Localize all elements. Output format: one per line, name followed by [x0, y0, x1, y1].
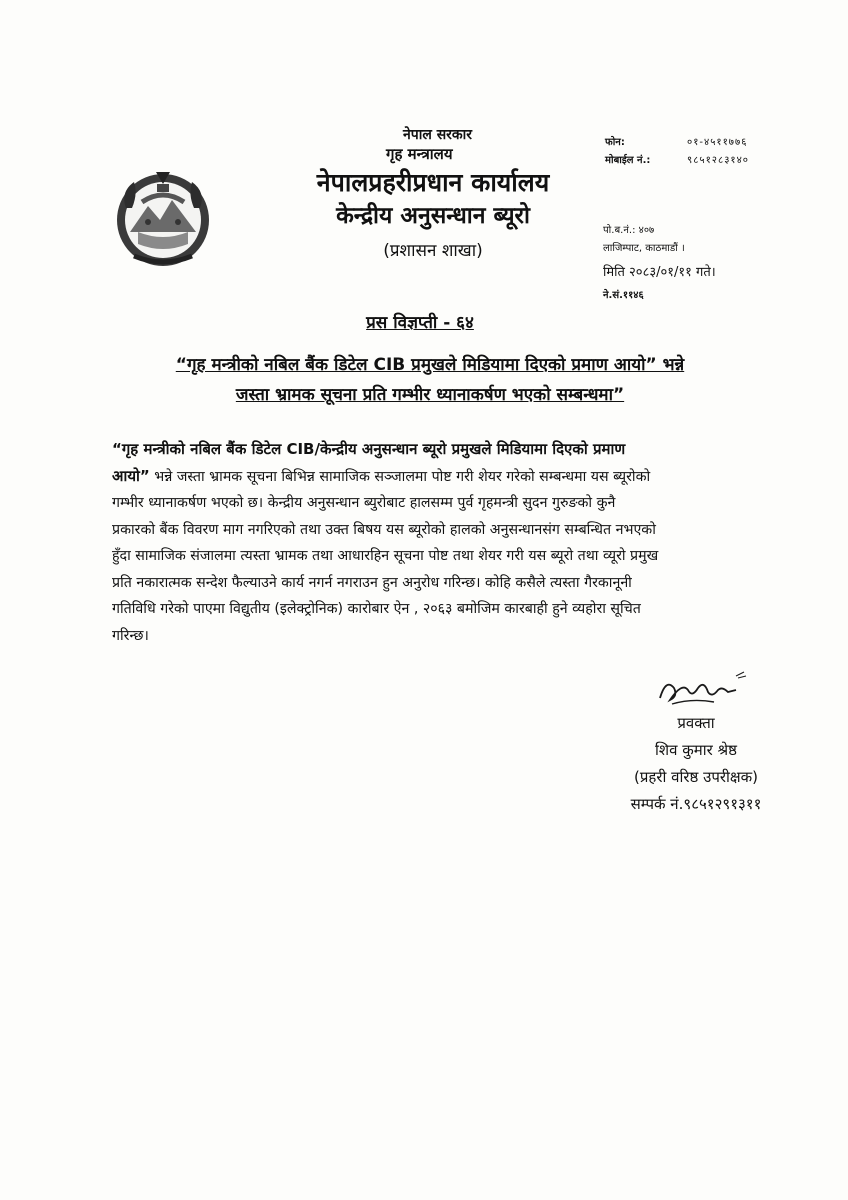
spokesperson-name: शिव कुमार श्रेष्ठ [655, 741, 737, 759]
press-release-title: प्रस विज्ञप्ती - ६४ [366, 313, 474, 333]
spokesperson-rank: (प्रहरी वरिष्ठ उपरीक्षक) [634, 768, 758, 786]
spokesperson-block [596, 710, 796, 818]
body-line-1: “गृह मन्त्रीको नबिल बैंक डिटेल CIB/केन्द्रीय अनुसन्धान ब्यूरो प्रमुखले मिडियामा दिएको प्रमाण [112, 440, 626, 458]
ministry-name: गृह मन्त्रालय [386, 145, 453, 163]
body-line-3: गम्भीर ध्यानाकर्षण भएको छ। केन्द्रीय अनुसन्धान ब्युरोबाट हालसम्म पुर्व गृहमन्त्री सुदन गुरुङको कुनै [112, 495, 616, 511]
reference-number: ने.सं.११४६ [603, 290, 644, 301]
bureau-name: केन्द्रीय अनुसन्धान ब्यूरो [336, 203, 530, 229]
body-text [112, 436, 780, 649]
subject-line-1: “गृह मन्त्रीको नबिल बैंक डिटेल CIB प्रमुखले मिडियामा दिएको प्रमाण आयो” भन्ने [175, 355, 685, 375]
body-line-5: हुँदा सामाजिक संजालमा त्यस्ता भ्रामक तथा आधारहिन सूचना पोष्ट तथा शेयर गरी यस ब्यूरो तथा व्यूरो प्रमुख [112, 548, 659, 564]
mobile-value: ९८५१२८३१४० [687, 155, 749, 166]
phone-row [605, 134, 749, 152]
mobile-label: मोबाईल नं.: [605, 155, 651, 166]
government-name: नेपाल सरकार [403, 127, 473, 143]
spokesperson-role: प्रवक्ता [677, 714, 715, 732]
spokesperson-contact: सम्पर्क नं.९८५१२९१३११ [630, 795, 762, 813]
letterhead [268, 126, 598, 264]
body-line-7: गतिविधि गरेको पाएमा विद्युतीय (इलेक्ट्रोनिक) कारोबार ऐन , २०६३ बमोजिम कारबाही हुने व्यहोरा सूचित [112, 601, 641, 617]
subject [90, 350, 770, 410]
date: मिति २०८३/०१/११ गते। [603, 265, 716, 280]
po-box: पो.ब.नं.: ४०७ [603, 225, 655, 236]
section-name: (प्रशासन शाखा) [383, 241, 483, 261]
body-line-4: प्रकारको बैंक विवरण माग नगरिएको तथा उक्त बिषय यस ब्यूरोको हालको अनुसन्धानसंग सम्बन्धित नभएको [112, 521, 656, 538]
address-block [603, 222, 685, 258]
body-line-2: आयो” भन्ने जस्ता भ्रामक सूचना बिभिन्न सामाजिक सञ्जालमा पोष्ट गरी शेयर गरेको सम्बन्धमा यस ब्यूरोको [112, 466, 651, 485]
address: लाजिम्पाट, काठमाडौं । [603, 243, 685, 254]
phone-value: ०१-४५११७७६ [687, 137, 748, 148]
subject-line-2: जस्ता भ्रामक सूचना प्रति गम्भीर ध्यानाकर्षण भएको सम्बन्धमा” [235, 385, 625, 405]
nepal-emblem-icon [108, 162, 218, 272]
body-line-6: प्रति नकारात्मक सन्देश फैल्याउने कार्य नगर्न नगराउन हुन अनुरोध गरिन्छ। कोहि कसैले त्यस्ता गैरकानूनी [112, 574, 632, 591]
contact-info [605, 134, 749, 170]
body-line-8: गरिन्छ। [112, 627, 149, 644]
signature-icon [652, 668, 752, 712]
office-name: नेपालप्रहरीप्रधान कार्यालय [316, 168, 550, 197]
mobile-row [605, 152, 749, 170]
phone-label: फोन: [605, 137, 625, 148]
